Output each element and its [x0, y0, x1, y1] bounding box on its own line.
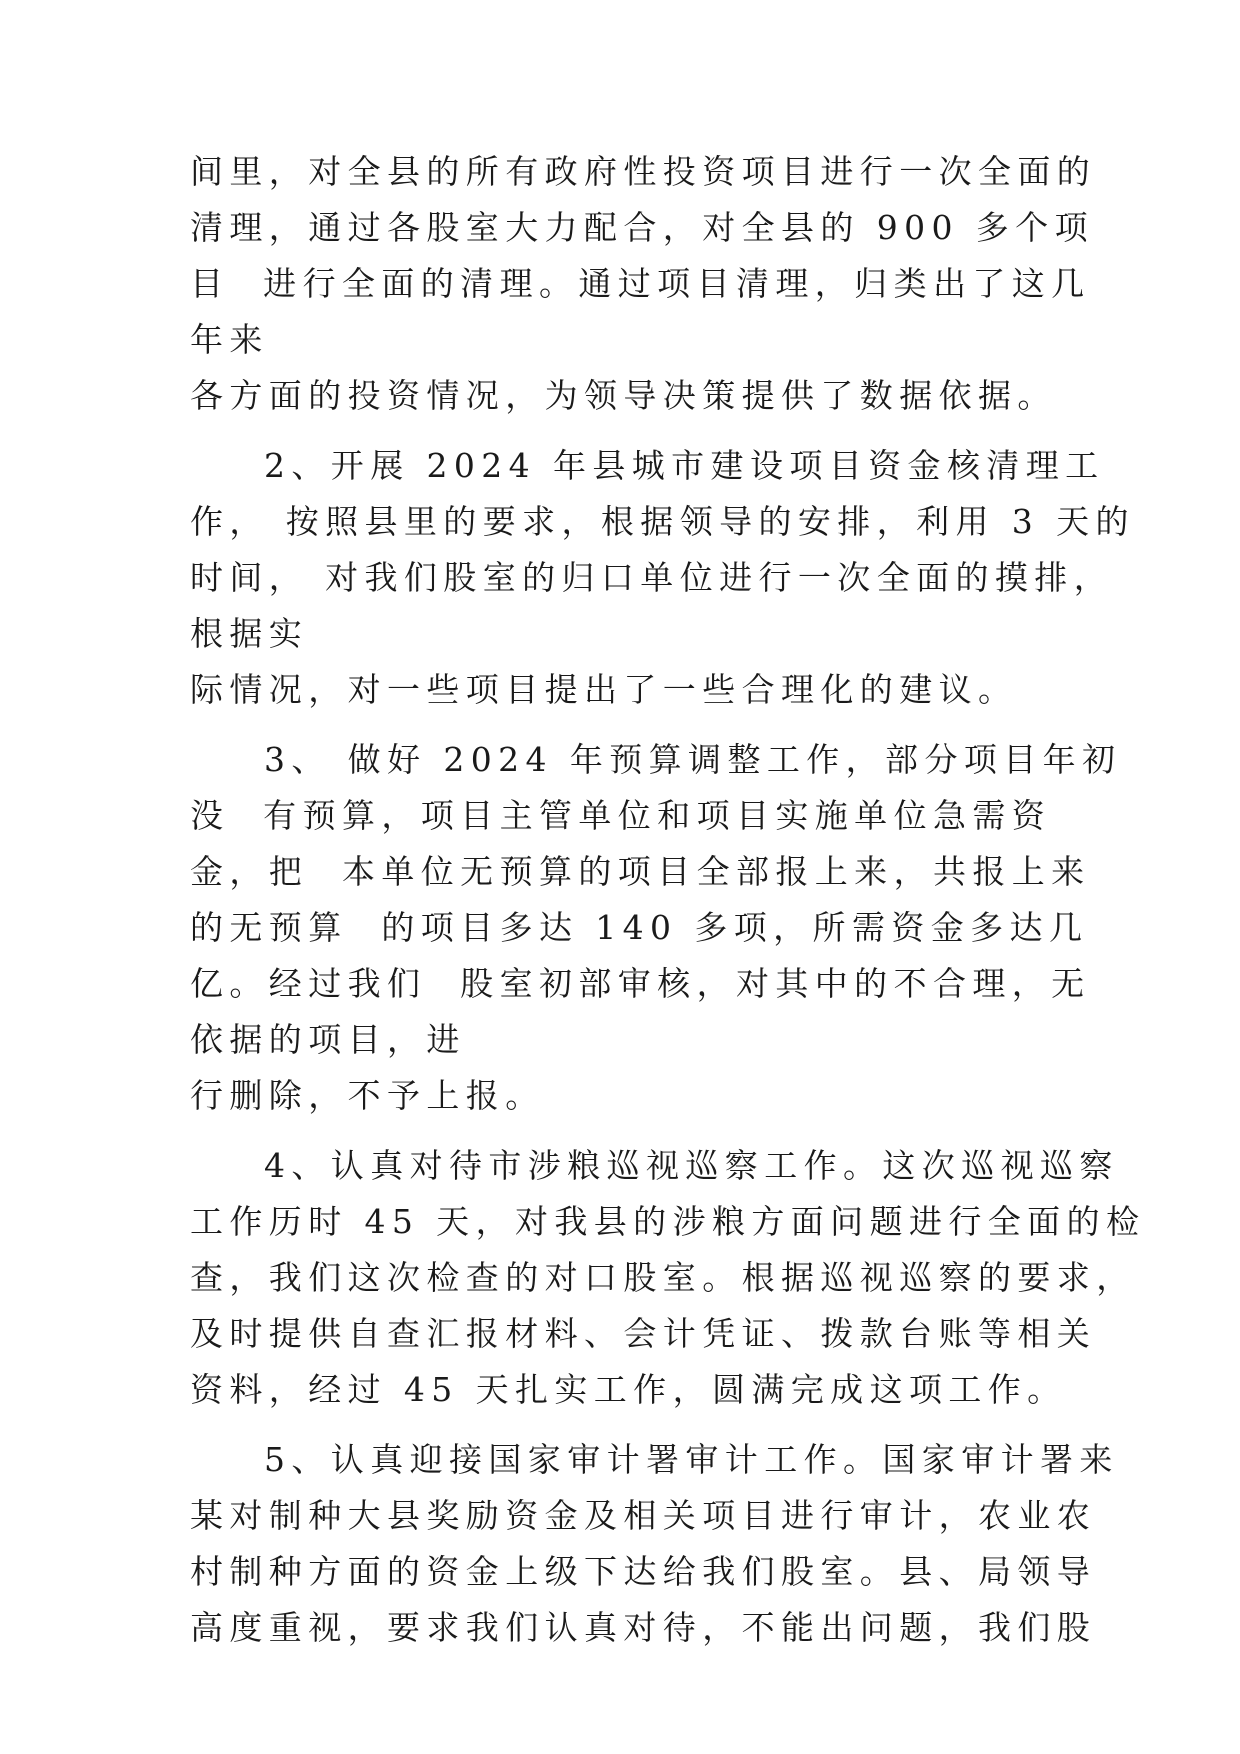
text-line-8: 时间， 对我们股室的归口单位进行一次全面的摸排，	[190, 558, 1114, 597]
text-line-9: 根据实	[190, 614, 309, 653]
text-line-22: 资料，经过 45 天扎实工作，圆满完成这项工作。	[190, 1370, 1067, 1409]
paragraph-4-start: 4、认真对待市涉粮巡视巡察工作。这次巡视巡察	[264, 1146, 1119, 1185]
text-line-25: 村制种方面的资金上级下达给我们股室。县、局领导	[190, 1552, 1097, 1591]
text-line-13: 金，把 本单位无预算的项目全部报上来，共报上来	[190, 852, 1091, 891]
text-line-2: 清理，通过各股室大力配合，对全县的 900 多个项	[190, 208, 1094, 247]
text-line-17: 行删除，不予上报。	[190, 1076, 545, 1115]
paragraph-3-start: 3、 做好 2024 年预算调整工作，部分项目年初	[264, 740, 1122, 779]
text-line-12: 没 有预算，项目主管单位和项目实施单位急需资	[190, 796, 1052, 835]
text-line-24: 某对制种大县奖励资金及相关项目进行审计，农业农	[190, 1496, 1097, 1535]
text-line-26: 高度重视，要求我们认真对待，不能出问题，我们股	[190, 1608, 1097, 1647]
text-line-15: 亿。经过我们 股室初部审核，对其中的不合理，无	[190, 964, 1091, 1003]
text-line-5: 各方面的投资情况，为领导决策提供了数据依据。	[190, 376, 1057, 415]
text-line-19: 工作历时 45 天，对我县的涉粮方面问题进行全面的检	[190, 1202, 1146, 1241]
text-line-14: 的无预算 的项目多达 140 多项，所需资金多达几	[190, 908, 1089, 947]
paragraph-5-start: 5、认真迎接国家审计署审计工作。国家审计署来	[264, 1440, 1119, 1479]
text-line-16: 依据的项目，进	[190, 1020, 466, 1059]
text-line-21: 及时提供自查汇报材料、会计凭证、拨款台账等相关	[190, 1314, 1097, 1353]
text-line-10: 际情况，对一些项目提出了一些合理化的建议。	[190, 670, 1018, 709]
text-line-20: 查，我们这次检查的对口股室。根据巡视巡察的要求，	[190, 1258, 1136, 1297]
text-line-3: 目 进行全面的清理。通过项目清理，归类出了这几	[190, 264, 1091, 303]
text-line-1: 间里，对全县的所有政府性投资项目进行一次全面的	[190, 152, 1097, 191]
text-line-4: 年来	[190, 320, 269, 359]
paragraph-2-start: 2、开展 2024 年县城市建设项目资金核清理工	[264, 446, 1105, 485]
text-line-7: 作， 按照县里的要求，根据领导的安排，利用 3 天的	[190, 502, 1135, 541]
